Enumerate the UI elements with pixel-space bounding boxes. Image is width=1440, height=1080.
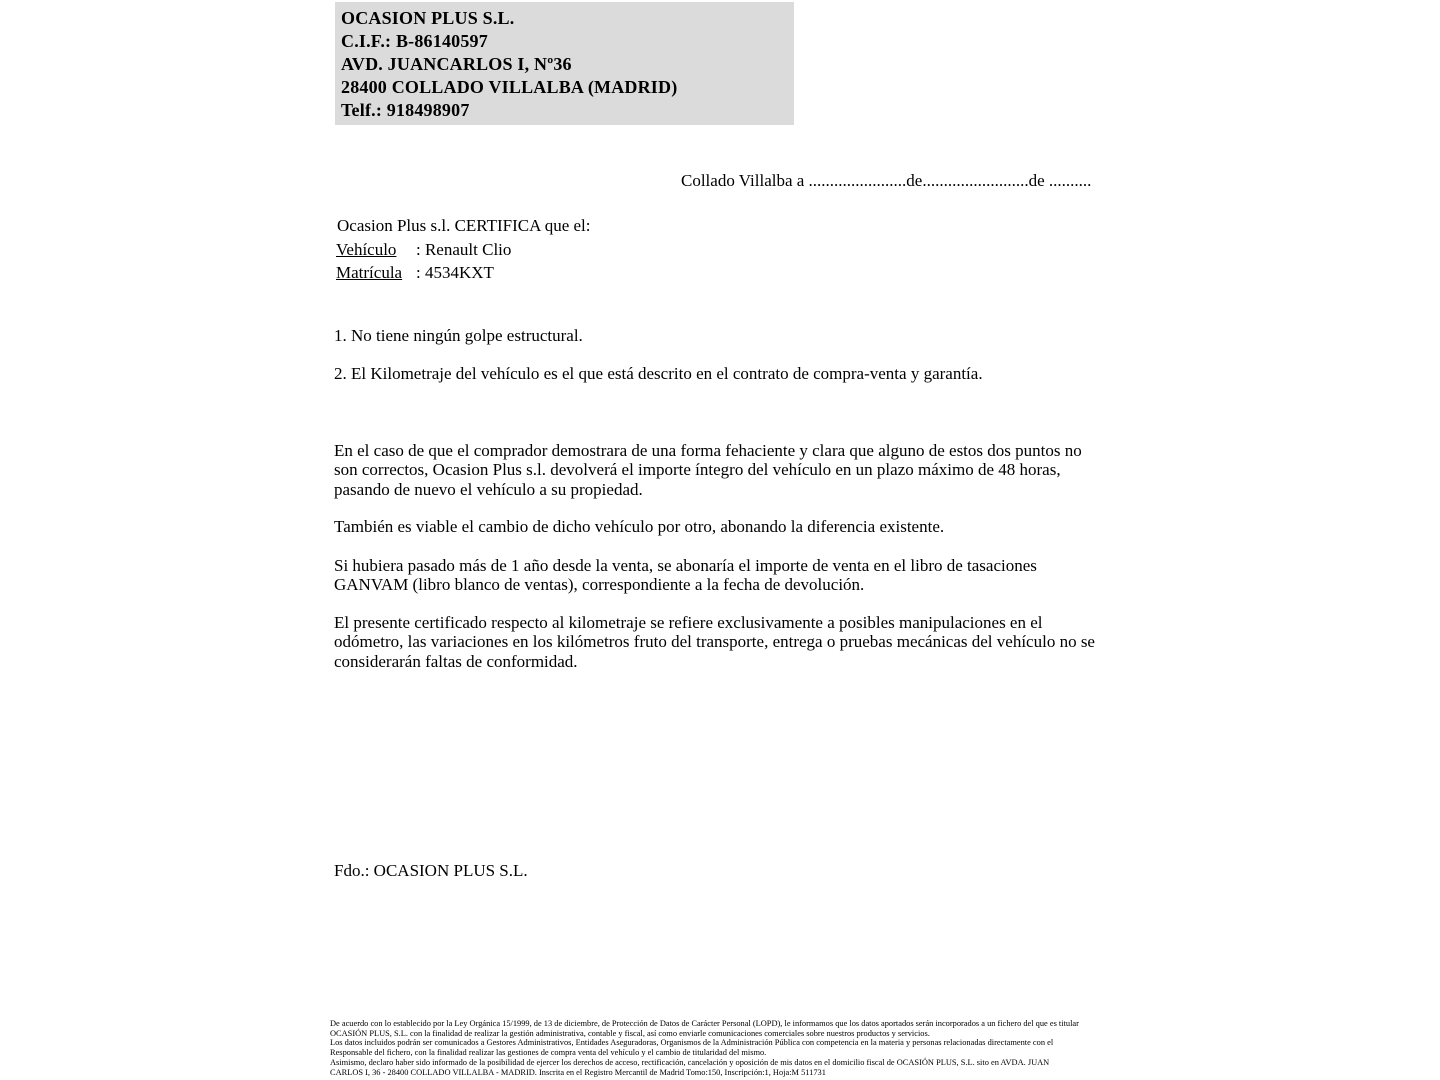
- paragraph-refund-terms: En el caso de que el comprador demostrara de una forma fehaciente y clara que alguno de estos dos puntos no son correctos, Ocasion Plus s.l. devolverá el importe íntegro del vehículo en un plazo máximo de 48 horas, pasando de nuevo el vehículo a su propiedad.: [334, 441, 1082, 499]
- paragraph-ganvam-valuation: Si hubiera pasado más de 1 año desde la venta, se abonaría el importe de venta en el libro de tasaciones GANVAM (libro blanco de ventas), correspondiente a la fecha de devolución.: [334, 556, 1037, 595]
- certified-item-2: 2. El Kilometraje del vehículo es el que está descrito en el contrato de compra-venta y garantía.: [334, 364, 983, 383]
- vehicle-row: [336, 240, 511, 260]
- legal-line-1: De acuerdo con lo establecido por la Ley Orgánica 15/1999, de 13 de diciembre, de Protección de Datos de Carácter Personal (LOPD), le informamos que los datos aportados serán incorporados a un fichero del que es titular: [330, 1019, 1079, 1028]
- company-phone: Telf.: 918498907: [341, 100, 470, 120]
- certification-intro: Ocasion Plus s.l. CERTIFICA que el:: [337, 216, 591, 235]
- paragraph-odometer-disclaimer: El presente certificado respecto al kilometraje se refiere exclusivamente a posibles manipulaciones en el odómetro, las variaciones en los kilómetros fruto del transporte, entrega o pruebas mecánicas del vehículo no se considerarán faltas de conformidad.: [334, 613, 1095, 671]
- company-cif: C.I.F.: B-86140597: [341, 31, 488, 51]
- plate-row: [336, 263, 494, 283]
- company-header-block: [335, 2, 794, 125]
- company-city: 28400 COLLADO VILLALBA (MADRID): [341, 77, 678, 97]
- vehicle-label: Vehículo: [336, 240, 397, 259]
- vehicle-value: : Renault Clio: [416, 240, 512, 259]
- certified-item-1: 1. No tiene ningún golpe estructural.: [334, 326, 583, 345]
- legal-line-4: Responsable del fichero, con la finalidad realizar las gestiones de compra venta del vehículo y el cambio de titularidad del mismo.: [330, 1048, 767, 1058]
- legal-line-6: CARLOS I, 36 - 28400 COLLADO VILLALBA - MADRID. Inscrita en el Registro Mercantil de Madrid Tomo:150, Inscripción:1, Hoja:M 511731: [330, 1067, 826, 1077]
- legal-line-5: Asimismo, declaro haber sido informado de la posibilidad de ejercer los derechos de acceso, rectificación, cancelación y oposición de mis datos en el domicilio fiscal de OCASIÓN PLUS, S.L. sito en AVDA. JUAN: [330, 1057, 1050, 1067]
- legal-line-2: OCASIÓN PLUS, S.L. con la finalidad de realizar la gestión administrativa, contable y fiscal, así como enviarle comunicaciones comerciales sobre nuestros productos y servicios.: [330, 1028, 930, 1038]
- legal-fine-print: [330, 1019, 1105, 1077]
- date-line: Collado Villalba a .......................de.........................de ..........: [681, 171, 1092, 190]
- plate-label: Matrícula: [336, 263, 403, 282]
- signature-line: Fdo.: OCASION PLUS S.L.: [334, 861, 528, 880]
- plate-value: : 4534KXT: [416, 263, 494, 282]
- legal-line-3: Los datos incluidos podrán ser comunicados a Gestores Administrativos, Entidades Aseguradoras, Organismos de la Administración Pública con competencia en la materia y personas relacionadas directamente con el: [330, 1038, 1054, 1048]
- company-address: AVD. JUANCARLOS I, Nº36: [341, 54, 572, 74]
- company-name: OCASION PLUS S.L.: [341, 8, 515, 28]
- paragraph-exchange-option: También es viable el cambio de dicho vehículo por otro, abonando la diferencia existente.: [334, 517, 945, 536]
